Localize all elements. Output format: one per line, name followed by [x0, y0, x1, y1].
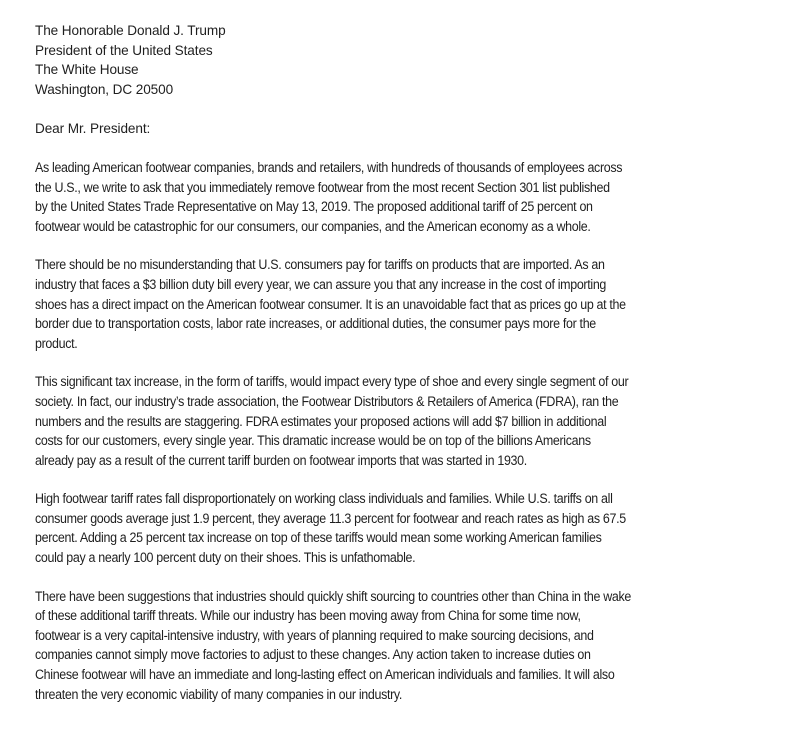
address-line: The Honorable Donald J. Trump [35, 23, 226, 38]
paragraph-line: consumer goods average just 1.9 percent, they average 11.3 percent for footwear and reach rates as high as 67.5 [35, 510, 626, 526]
paragraph-line: shoes has a direct impact on the American footwear consumer. It is an unavoidable fact that as prices go up at the [35, 296, 626, 312]
paragraph-line: companies cannot simply move factories to adjust to these changes. Any action taken to increase duties on [35, 647, 591, 663]
paragraph-line: costs for our customers, every single year. This dramatic increase would be on top of the billions Americans [35, 433, 591, 449]
paragraph-line: product. [35, 335, 78, 351]
paragraph-2 [35, 255, 795, 353]
paragraph-4 [35, 489, 795, 567]
paragraph-line: already pay as a result of the current tariff burden on footwear imports that was started in 1930. [35, 452, 527, 468]
paragraph-line: of these additional tariff threats. While our industry has been moving away from China for some time now, [35, 608, 581, 624]
address-line: Washington, DC 20500 [35, 81, 174, 97]
paragraph-5 [35, 587, 795, 705]
paragraph-line: numbers and the results are staggering. FDRA estimates your proposed actions will add $7 billion in additional [35, 413, 607, 429]
recipient-address [35, 21, 795, 99]
salutation: Dear Mr. President: [35, 121, 151, 137]
paragraph-1 [35, 158, 795, 236]
paragraph-line: percent. Adding a 25 percent tax increase on top of these tariffs would mean some working American families [35, 530, 602, 546]
paragraph-line: industry that faces a $3 billion duty bill every year, we can assure you that any increase in the cost of importing [35, 276, 607, 292]
paragraph-line: There have been suggestions that industries should quickly shift sourcing to countries other than China in the wake [35, 588, 631, 604]
address-line: President of the United States [35, 42, 213, 58]
paragraph-line: by the United States Trade Representative on May 13, 2019. The proposed additional tariff of 25 percent on [35, 199, 593, 215]
paragraph-line: Chinese footwear will have an immediate and long-lasting effect on American individuals and families. It will also [35, 667, 615, 683]
paragraph-line: border due to transportation costs, labor rate increases, or additional duties, the consumer pays more for the [35, 316, 596, 332]
paragraph-line: society. In fact, our industry’s trade association, the Footwear Distributors & Retailers of America (FDRA), ran the [35, 393, 619, 409]
paragraph-3 [35, 372, 795, 470]
paragraph-line: could pay a nearly 100 percent duty on their shoes. This is unfathomable. [35, 550, 416, 566]
paragraph-line: footwear is a very capital-intensive industry, with years of planning required to make sourcing decisions, and [35, 627, 594, 643]
paragraph-line: As leading American footwear companies, brands and retailers, with hundreds of thousands of employees across [35, 159, 623, 175]
letter-page [35, 21, 795, 704]
paragraph-line: There should be no misunderstanding that U.S. consumers pay for tariffs on products that are imported. As an [35, 257, 605, 273]
address-line: The White House [35, 62, 139, 78]
paragraph-line: footwear would be catastrophic for our consumers, our companies, and the American economy as a whole. [35, 218, 591, 234]
paragraph-line: This significant tax increase, in the form of tariffs, would impact every type of shoe and every single segment of our [35, 374, 629, 390]
paragraph-line: the U.S., we write to ask that you immediately remove footwear from the most recent Section 301 list published [35, 179, 610, 195]
paragraph-line: threaten the very economic viability of many companies in our industry. [35, 686, 403, 702]
paragraph-line: High footwear tariff rates fall disproportionately on working class individuals and families. While U.S. tariffs on all [35, 491, 613, 507]
